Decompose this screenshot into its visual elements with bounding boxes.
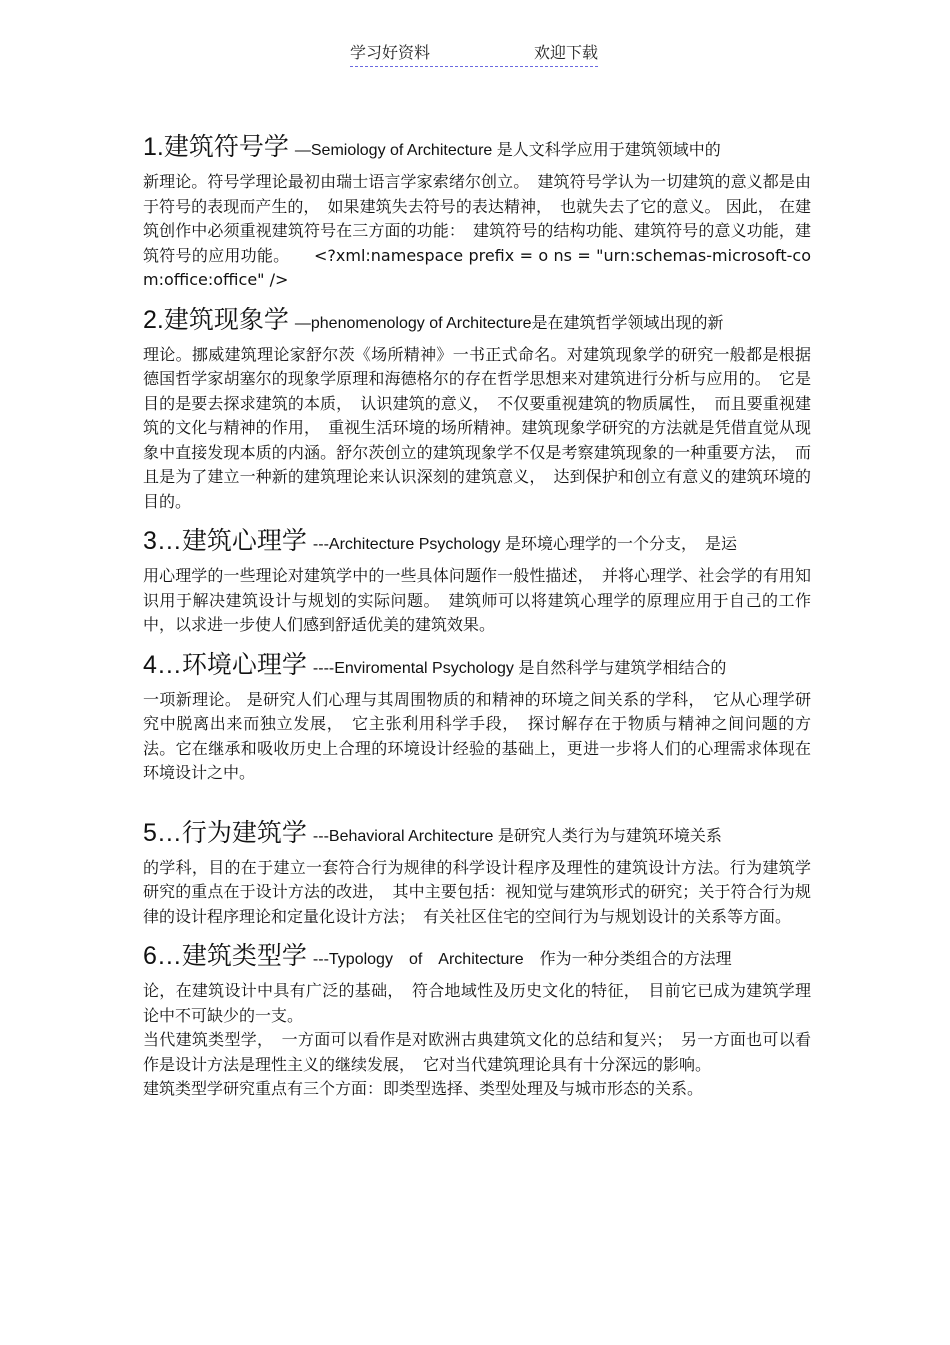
- section-number: 2.: [143, 305, 164, 334]
- section-paragraph: 一项新理论。 是研究人们心理与其周围物质的和精神的环境之间关系的学科， 它从心理学研究中脱离出来而独立发展， 它主张利用科学手段， 探讨解存在于物质与精神之间问题的方法。它在继承和吸收历史上合理的环境设计经验的基础上，更进一步将人们的心理需求体现在环境设计之中。: [143, 689, 811, 782]
- section-heading: [143, 814, 811, 856]
- section-dash: —: [294, 314, 311, 332]
- section-number: 3…: [143, 527, 182, 555]
- section-phenomenology: [143, 301, 811, 515]
- section-heading-rest: Behavioral Architecture 是研究人类行为与建筑环境关系: [328, 827, 722, 845]
- section-paragraph: 新理论。符号学理论最初由瑞士语言学家索绪尔创立。 建筑符号学认为一切建筑的意义都是由于符号的表现而产生的， 如果建筑失去符号的表达精神， 也就失去了它的意义。 因此， 在建筑创作中必须重视建筑符号在三方面的功能： 建筑符号的结构功能、建筑符号的意义功能，建筑符号的应用功能。 <?xml:namespace prefix = o ns = "urn:schemas-microsoft-com:office:office" />: [143, 172, 811, 289]
- section-heading: [143, 937, 811, 979]
- section-heading-rest: Architecture Psychology 是环境心理学的一个分支， 是运: [328, 536, 737, 553]
- section-paragraph: 理论。挪威建筑理论家舒尔茨《场所精神》一书正式命名。对建筑现象学的研究一般都是根据德国哲学家胡塞尔的现象学原理和海德格尔的存在哲学思想来对建筑进行分析与应用的。 它是目的是要去探求建筑的本质， 认识建筑的意义， 不仅要重视建筑的物质属性， 而且要重视建筑的文化与精神的作用， 重视生活环境的场所精神。建筑现象学研究的方法就是凭借直觉从现象中直接发现本质的内涵。舒尔茨创立的建筑现象学不仅是考察建筑现象的一种重要方法， 而且是为了建立一种新的建筑理论来认识深刻的建筑意义， 达到保护和创立有意义的建筑环境的目的。: [143, 344, 811, 511]
- section-dash: ---: [312, 951, 329, 968]
- section-heading-rest: Enviromental Psychology 是自然科学与建筑学相结合的: [334, 659, 727, 677]
- page-header: [350, 42, 598, 67]
- header-right-text: 欢迎下载: [533, 43, 598, 62]
- section-paragraph: 当代建筑类型学， 一方面可以看作是对欧洲古典建筑文化的总结和复兴； 另一方面也可以看作是设计方法是理性主义的继续发展， 它对当代建筑理论具有十分深远的影响。: [143, 1030, 811, 1074]
- section-paragraph: 的学科，目的在于建立一套符合行为规律的科学设计程序及理性的建筑设计方法。行为建筑学研究的重点在于设计方法的改进， 其中主要包括：视知觉与建筑形式的研究；关于符合行为规律的设计程序理论和定量化设计方法； 有关社区住宅的空间行为与规划设计的关系等方面。: [143, 857, 811, 926]
- section-dash: ----: [312, 659, 335, 677]
- section-title: 建筑类型学: [181, 941, 307, 970]
- section-heading: [143, 301, 811, 343]
- document-body: [143, 128, 811, 1102]
- section-number: 4…: [143, 650, 182, 679]
- section-typology: [143, 937, 811, 1102]
- section-dash: —: [294, 142, 311, 159]
- section-number: 6…: [143, 942, 182, 970]
- section-title: 行为建筑学: [181, 817, 307, 847]
- section-dash: ---: [312, 827, 329, 845]
- section-number: 1.: [143, 133, 164, 161]
- section-paragraph: 用心理学的一些理论对建筑学中的一些具体问题作一般性描述， 并将心理学、社会学的有用知识用于解决建筑设计与规划的实际问题。 建筑师可以将建筑心理学的原理应用于自己的工作中，以求进一步使人们感到舒适优美的建筑效果。: [143, 566, 811, 634]
- section-semiology: [143, 128, 811, 293]
- section-heading-rest: Semiology of Architecture 是人文科学应用于建筑领域中的: [310, 142, 721, 159]
- section-heading-rest: phenomenology of Architecture是在建筑哲学领域出现的新: [310, 314, 724, 332]
- header-left-text: 学习好资料: [350, 43, 431, 62]
- section-title: 环境心理学: [181, 649, 307, 679]
- section-heading-rest: Typology of Architecture 作为一种分类组合的方法理: [328, 951, 732, 968]
- section-paragraph: 论，在建筑设计中具有广泛的基础， 符合地域性及历史文化的特征， 目前它已成为建筑学理论中不可缺少的一支。: [143, 981, 811, 1025]
- section-paragraph: 建筑类型学研究重点有三个方面：即类型选择、类型处理及与城市形态的关系。: [143, 1079, 704, 1098]
- section-dash: ---: [312, 536, 329, 553]
- section-title: 建筑符号学: [163, 132, 289, 161]
- section-heading: [143, 128, 811, 170]
- section-number: 5…: [143, 818, 182, 847]
- section-heading: [143, 646, 811, 688]
- section-title: 建筑心理学: [181, 526, 307, 555]
- section-environmental-psychology: [143, 646, 811, 786]
- section-heading: [143, 522, 811, 564]
- section-title: 建筑现象学: [163, 304, 289, 334]
- section-behavioral-architecture: [143, 814, 811, 930]
- section-architecture-psychology: [143, 522, 811, 638]
